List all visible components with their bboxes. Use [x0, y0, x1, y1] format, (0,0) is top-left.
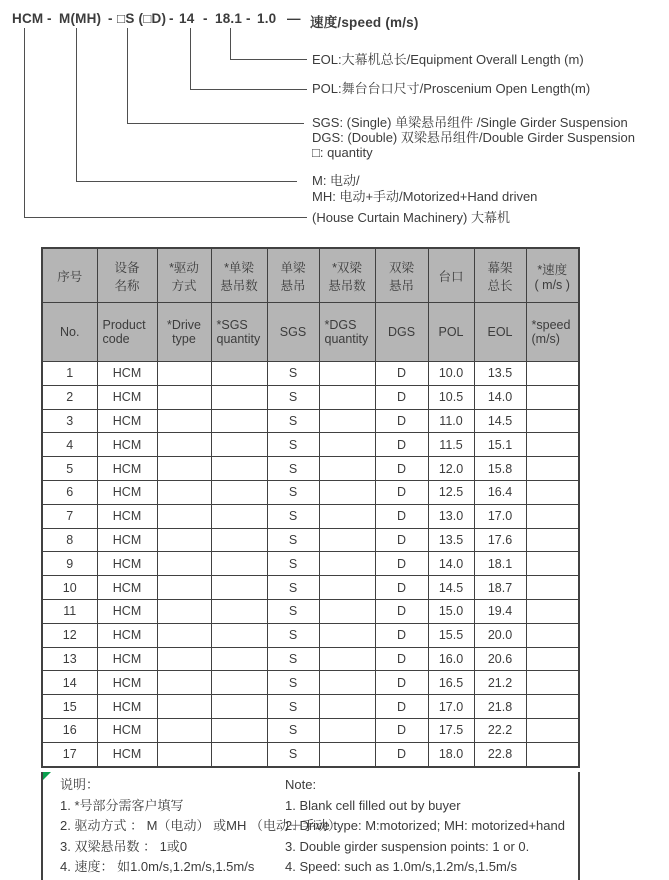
notes-cn-item: 1. *号部分需客户填写	[60, 797, 184, 813]
cell-eol: 22.8	[474, 742, 526, 766]
cell-sgs: S	[267, 409, 319, 433]
cell-sgs_quantity	[211, 480, 267, 504]
cell-pol: 13.0	[428, 504, 474, 528]
cell-sgs_quantity	[211, 576, 267, 600]
header-line: 单梁	[280, 260, 306, 275]
cell-no: 5	[42, 457, 97, 481]
cell-pol: 17.5	[428, 718, 474, 742]
table-row	[42, 623, 579, 647]
cell-sgs: S	[267, 480, 319, 504]
col-header-cn-sgs_quantity	[211, 248, 267, 303]
cell-speed	[526, 576, 579, 600]
col-header-en-sgs	[267, 303, 319, 362]
header-line: 方式	[171, 278, 197, 293]
cell-pol: 13.5	[428, 528, 474, 552]
cell-eol: 20.0	[474, 623, 526, 647]
notes-en-item: 3. Double girder suspension points: 1 or 0.	[285, 838, 530, 854]
label-m-line: M: 电动/	[312, 173, 360, 188]
header-line: 悬吊	[388, 278, 414, 293]
cell-eol: 14.5	[474, 409, 526, 433]
cell-sgs: S	[267, 504, 319, 528]
cell-pol: 14.0	[428, 552, 474, 576]
cell-speed	[526, 385, 579, 409]
cell-sgs_quantity	[211, 671, 267, 695]
table-row	[42, 385, 579, 409]
notes-en-title: Note:	[285, 777, 317, 792]
cell-pol: 18.0	[428, 742, 474, 766]
header-row-cn	[42, 248, 579, 303]
cell-dgs_quantity	[319, 671, 375, 695]
cell-drive	[157, 409, 211, 433]
notes-en-item: 1. Blank cell filled out by buyer	[285, 797, 461, 813]
code-dash: -	[108, 11, 113, 26]
cell-speed	[526, 718, 579, 742]
notes-cn-title: 说明：	[60, 777, 100, 792]
header-line: 悬吊数	[220, 278, 258, 293]
header-line: No.	[60, 325, 80, 339]
header-line: Product	[102, 318, 146, 332]
label-sgs-line2: DGS: (Double) 双梁悬吊组件/Double Girder Suspension	[312, 130, 635, 145]
cell-no: 12	[42, 623, 97, 647]
cell-drive	[157, 671, 211, 695]
cell-eol: 16.4	[474, 480, 526, 504]
cell-no: 13	[42, 647, 97, 671]
cell-no: 4	[42, 433, 97, 457]
code-dash: -	[47, 11, 52, 26]
table-row	[42, 409, 579, 433]
cell-sgs: S	[267, 385, 319, 409]
header-row-en	[42, 303, 579, 362]
cell-pol: 10.0	[428, 362, 474, 386]
cell-dgs_quantity	[319, 385, 375, 409]
col-header-cn-dgs_quantity	[319, 248, 375, 303]
label-eol: EOL:大幕机总长/Equipment Overall Length (m)	[312, 52, 584, 67]
cell-no: 1	[42, 362, 97, 386]
table-row	[42, 457, 579, 481]
label-sgs-line3: □: quantity	[312, 145, 373, 160]
cell-no: 7	[42, 504, 97, 528]
header-line: 幕架	[487, 260, 513, 275]
cell-drive	[157, 599, 211, 623]
header-line: 台口	[438, 269, 464, 284]
notes-cn-item: 2. 驱动方式 ： M（电动） 或MH （电动＋手动）	[60, 818, 341, 834]
cell-pol: 10.5	[428, 385, 474, 409]
cell-speed	[526, 409, 579, 433]
product-code-diagram	[0, 0, 669, 240]
table-row	[42, 742, 579, 766]
col-header-cn-product	[97, 248, 157, 303]
cell-product: HCM	[97, 457, 157, 481]
cell-dgs: D	[375, 385, 428, 409]
cell-eol: 14.0	[474, 385, 526, 409]
cell-eol: 15.1	[474, 433, 526, 457]
cell-sgs: S	[267, 695, 319, 719]
cell-product: HCM	[97, 528, 157, 552]
cell-no: 17	[42, 742, 97, 766]
cell-sgs: S	[267, 576, 319, 600]
cell-drive	[157, 718, 211, 742]
header-line: quantity	[216, 332, 261, 346]
notes-cn-item: 4. 速度： 如1.0m/s,1.2m/s,1.5m/s	[60, 859, 255, 875]
table-row	[42, 552, 579, 576]
connector-line-hcm	[24, 28, 307, 218]
cell-pol: 12.0	[428, 457, 474, 481]
cell-sgs_quantity	[211, 409, 267, 433]
code-dash: -	[203, 11, 208, 26]
cell-no: 10	[42, 576, 97, 600]
cell-sgs: S	[267, 433, 319, 457]
cell-sgs: S	[267, 671, 319, 695]
header-line: quantity	[324, 332, 369, 346]
notes-cn-item: 3. 双梁悬吊数 ： 1或0	[60, 838, 188, 854]
col-header-en-dgs	[375, 303, 428, 362]
cell-sgs_quantity	[211, 695, 267, 719]
header-line: *单梁	[224, 260, 254, 275]
cell-speed	[526, 623, 579, 647]
header-line: *DGS	[324, 318, 357, 332]
code-dash: -	[246, 11, 251, 26]
cell-dgs: D	[375, 718, 428, 742]
header-line: *Drive	[166, 318, 202, 332]
speed-label: 速度/speed (m/s)	[310, 15, 419, 30]
cell-sgs_quantity	[211, 647, 267, 671]
green-corner-marker-icon	[43, 772, 51, 780]
table-row	[42, 480, 579, 504]
label-hcm: (House Curtain Machinery) 大幕机	[312, 210, 510, 225]
cell-product: HCM	[97, 671, 157, 695]
cell-sgs: S	[267, 742, 319, 766]
cell-pol: 12.5	[428, 480, 474, 504]
table-row	[42, 528, 579, 552]
cell-drive	[157, 576, 211, 600]
code-segment-girder: □S (□D)	[117, 11, 167, 26]
header-line: POL	[438, 325, 464, 339]
cell-eol: 17.0	[474, 504, 526, 528]
cell-drive	[157, 695, 211, 719]
cell-dgs_quantity	[319, 552, 375, 576]
cell-product: HCM	[97, 623, 157, 647]
cell-dgs_quantity	[319, 647, 375, 671]
cell-drive	[157, 742, 211, 766]
cell-drive	[157, 480, 211, 504]
cell-dgs: D	[375, 599, 428, 623]
code-dash: -	[169, 11, 174, 26]
cell-sgs: S	[267, 599, 319, 623]
cell-dgs_quantity	[319, 695, 375, 719]
header-line: *驱动	[169, 260, 199, 275]
header-line: 总长	[487, 278, 513, 293]
cell-drive	[157, 504, 211, 528]
cell-dgs_quantity	[319, 480, 375, 504]
cell-drive	[157, 528, 211, 552]
cell-eol: 22.2	[474, 718, 526, 742]
cell-sgs: S	[267, 718, 319, 742]
header-line: code	[102, 332, 130, 346]
table-body	[42, 362, 579, 767]
cell-product: HCM	[97, 599, 157, 623]
cell-dgs_quantity	[319, 599, 375, 623]
cell-sgs: S	[267, 623, 319, 647]
cell-drive	[157, 552, 211, 576]
cell-sgs_quantity	[211, 599, 267, 623]
cell-dgs: D	[375, 576, 428, 600]
header-line: *speed	[531, 318, 571, 332]
cell-dgs: D	[375, 504, 428, 528]
cell-speed	[526, 695, 579, 719]
notes-en	[285, 775, 565, 878]
cell-pol: 15.5	[428, 623, 474, 647]
cell-sgs_quantity	[211, 385, 267, 409]
col-header-cn-dgs	[375, 248, 428, 303]
cell-sgs_quantity	[211, 433, 267, 457]
cell-product: HCM	[97, 552, 157, 576]
header-line: 序号	[57, 269, 83, 284]
cell-sgs: S	[267, 457, 319, 481]
cell-no: 6	[42, 480, 97, 504]
notes-en-item: 4. Speed: such as 1.0m/s,1.2m/s,1.5m/s	[285, 859, 517, 875]
header-line: (m/s)	[531, 332, 560, 346]
col-header-cn-eol	[474, 248, 526, 303]
cell-product: HCM	[97, 504, 157, 528]
table-row	[42, 647, 579, 671]
cell-sgs_quantity	[211, 718, 267, 742]
header-line: 双梁	[388, 260, 414, 275]
header-line: 设备	[114, 260, 140, 275]
cell-drive	[157, 623, 211, 647]
cell-sgs: S	[267, 552, 319, 576]
cell-product: HCM	[97, 362, 157, 386]
cell-eol: 21.8	[474, 695, 526, 719]
cell-dgs: D	[375, 742, 428, 766]
cell-dgs: D	[375, 433, 428, 457]
cell-product: HCM	[97, 480, 157, 504]
cell-eol: 18.1	[474, 552, 526, 576]
table-row	[42, 433, 579, 457]
cell-product: HCM	[97, 647, 157, 671]
cell-speed	[526, 599, 579, 623]
label-sgs-dgs	[312, 115, 635, 160]
cell-sgs_quantity	[211, 362, 267, 386]
cell-pol: 16.5	[428, 671, 474, 695]
cell-dgs_quantity	[319, 576, 375, 600]
col-header-cn-pol	[428, 248, 474, 303]
cell-speed	[526, 671, 579, 695]
header-line: 名称	[114, 278, 140, 293]
cell-product: HCM	[97, 695, 157, 719]
cell-speed	[526, 457, 579, 481]
header-line: ( m/s )	[534, 277, 570, 292]
label-sgs-line1: SGS: (Single) 单梁悬吊组件 /Single Girder Suspension	[312, 115, 628, 130]
label-mh-line: MH: 电动+手动/Motorized+Hand driven	[312, 188, 538, 204]
cell-dgs: D	[375, 695, 428, 719]
cell-drive	[157, 362, 211, 386]
cell-dgs_quantity	[319, 457, 375, 481]
col-header-en-sgs_quantity	[211, 303, 267, 362]
cell-no: 11	[42, 599, 97, 623]
cell-sgs_quantity	[211, 504, 267, 528]
col-header-en-dgs_quantity	[319, 303, 375, 362]
cell-pol: 16.0	[428, 647, 474, 671]
cell-dgs_quantity	[319, 433, 375, 457]
header-line: type	[172, 332, 196, 346]
cell-eol: 20.6	[474, 647, 526, 671]
cell-product: HCM	[97, 385, 157, 409]
cell-pol: 11.0	[428, 409, 474, 433]
cell-sgs_quantity	[211, 528, 267, 552]
notes-section	[41, 772, 580, 880]
label-pol: POL:舞台台口尺寸/Proscenium Open Length(m)	[312, 81, 591, 96]
col-header-en-product	[97, 303, 157, 362]
cell-eol: 19.4	[474, 599, 526, 623]
table-row	[42, 695, 579, 719]
code-segment-hcm: HCM	[12, 11, 44, 26]
col-header-cn-sgs	[267, 248, 319, 303]
cell-pol: 11.5	[428, 433, 474, 457]
cell-dgs: D	[375, 409, 428, 433]
cell-sgs: S	[267, 528, 319, 552]
cell-dgs_quantity	[319, 718, 375, 742]
col-header-en-eol	[474, 303, 526, 362]
cell-product: HCM	[97, 409, 157, 433]
cell-product: HCM	[97, 742, 157, 766]
cell-no: 9	[42, 552, 97, 576]
table-row	[42, 718, 579, 742]
header-line: 悬吊	[280, 278, 306, 293]
col-header-cn-no	[42, 248, 97, 303]
cell-speed	[526, 433, 579, 457]
cell-product: HCM	[97, 576, 157, 600]
cell-dgs: D	[375, 647, 428, 671]
table-row	[42, 576, 579, 600]
table-row	[42, 599, 579, 623]
cell-pol: 15.0	[428, 599, 474, 623]
cell-dgs: D	[375, 623, 428, 647]
cell-drive	[157, 433, 211, 457]
cell-speed	[526, 362, 579, 386]
header-line: DGS	[387, 325, 416, 339]
cell-no: 2	[42, 385, 97, 409]
spec-table	[41, 247, 580, 768]
cell-sgs: S	[267, 647, 319, 671]
cell-dgs: D	[375, 480, 428, 504]
cell-dgs_quantity	[319, 504, 375, 528]
code-segment-drive: M(MH)	[59, 11, 102, 26]
cell-eol: 17.6	[474, 528, 526, 552]
cell-sgs: S	[267, 362, 319, 386]
cell-sgs_quantity	[211, 457, 267, 481]
cell-speed	[526, 552, 579, 576]
cell-sgs_quantity	[211, 552, 267, 576]
cell-eol: 18.7	[474, 576, 526, 600]
col-header-cn-drive	[157, 248, 211, 303]
cell-dgs_quantity	[319, 742, 375, 766]
cell-drive	[157, 647, 211, 671]
cell-dgs: D	[375, 528, 428, 552]
cell-speed	[526, 528, 579, 552]
notes-en-item: 2. Drive type: M:motorized; MH: motorized+hand	[285, 818, 565, 834]
cell-dgs_quantity	[319, 623, 375, 647]
cell-sgs_quantity	[211, 623, 267, 647]
cell-no: 14	[42, 671, 97, 695]
col-header-en-pol	[428, 303, 474, 362]
label-drive-type	[312, 173, 537, 204]
table-row	[42, 504, 579, 528]
header-line: EOL	[487, 325, 513, 339]
cell-speed	[526, 742, 579, 766]
header-line: SGS	[279, 325, 307, 339]
cell-no: 8	[42, 528, 97, 552]
cell-dgs: D	[375, 552, 428, 576]
cell-drive	[157, 457, 211, 481]
cell-eol: 21.2	[474, 671, 526, 695]
table-header	[42, 248, 579, 362]
header-line: *速度	[537, 262, 568, 277]
col-header-en-drive	[157, 303, 211, 362]
cell-dgs: D	[375, 362, 428, 386]
header-line: 悬吊数	[328, 278, 366, 293]
cell-pol: 17.0	[428, 695, 474, 719]
cell-eol: 15.8	[474, 457, 526, 481]
code-segment-speed: 1.0	[257, 11, 277, 26]
cell-dgs: D	[375, 671, 428, 695]
cell-no: 3	[42, 409, 97, 433]
cell-dgs: D	[375, 457, 428, 481]
code-segment-pol: 14	[179, 11, 195, 26]
table-row	[42, 362, 579, 386]
cell-product: HCM	[97, 718, 157, 742]
cell-speed	[526, 647, 579, 671]
code-em-dash: —	[287, 11, 301, 26]
cell-sgs_quantity	[211, 742, 267, 766]
cell-dgs_quantity	[319, 528, 375, 552]
cell-pol: 14.5	[428, 576, 474, 600]
cell-speed	[526, 480, 579, 504]
col-header-en-no	[42, 303, 97, 362]
cell-product: HCM	[97, 433, 157, 457]
header-line: *SGS	[216, 318, 248, 332]
header-line: *双梁	[332, 260, 362, 275]
cell-drive	[157, 385, 211, 409]
cell-no: 16	[42, 718, 97, 742]
cell-no: 15	[42, 695, 97, 719]
cell-dgs_quantity	[319, 362, 375, 386]
cell-speed	[526, 504, 579, 528]
cell-dgs_quantity	[319, 409, 375, 433]
table-row	[42, 671, 579, 695]
col-header-en-speed	[526, 303, 579, 362]
col-header-cn-speed	[526, 248, 579, 303]
code-segment-eol: 18.1	[215, 11, 243, 26]
cell-eol: 13.5	[474, 362, 526, 386]
